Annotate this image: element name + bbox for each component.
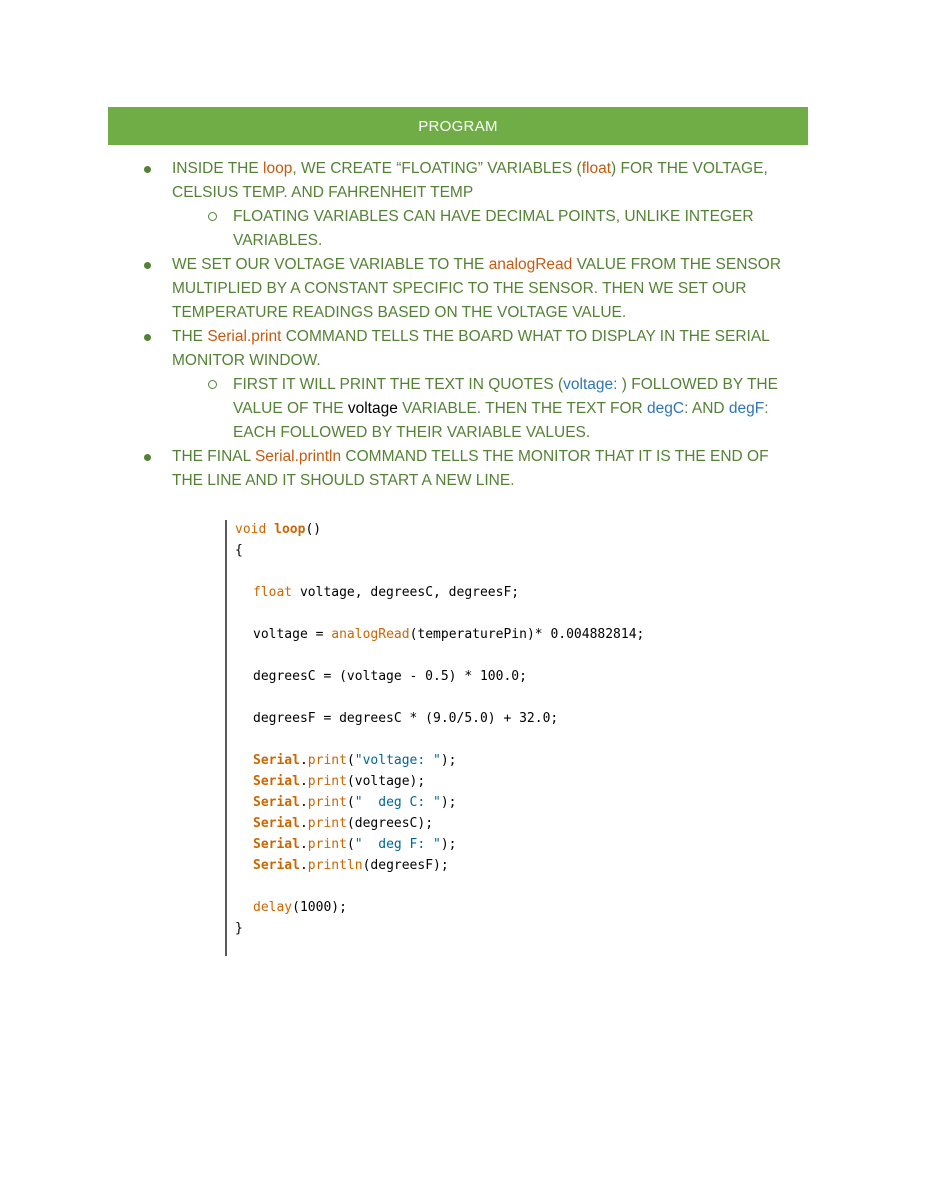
- code-token: Serial: [253, 753, 300, 768]
- code-token: .: [299, 795, 308, 810]
- code-line: [235, 522, 321, 537]
- code-token: print: [307, 774, 347, 789]
- keyword: loop: [263, 160, 293, 177]
- code-line: [253, 858, 449, 873]
- code-token: print: [307, 795, 347, 810]
- code-token: Serial: [253, 837, 300, 852]
- keyword: Serial.print: [207, 328, 282, 345]
- code-token: Serial: [253, 858, 300, 873]
- text: INSIDE THE: [172, 160, 264, 177]
- code-token: "voltage: ": [354, 753, 441, 768]
- code-token: Serial: [253, 774, 300, 789]
- bullet-item: [108, 253, 798, 325]
- code-token: print: [307, 816, 347, 831]
- code-line: [253, 795, 457, 810]
- code-token: (degreesC);: [346, 816, 434, 831]
- sub-bullet-item: [108, 373, 798, 445]
- code-token: );: [440, 837, 457, 852]
- code-token: (): [305, 522, 322, 537]
- code-token: Serial: [253, 816, 300, 831]
- keyword: Serial.println: [254, 448, 342, 465]
- bullet-dot-icon: [144, 334, 151, 341]
- code-token: (voltage);: [346, 774, 426, 789]
- keyword: degC: [647, 400, 685, 417]
- code-token: .: [299, 837, 308, 852]
- code-token: (1000);: [292, 900, 347, 915]
- banner-title: PROGRAM: [418, 117, 498, 135]
- code-line: [253, 774, 425, 789]
- code-token: (: [346, 753, 355, 768]
- code-token: .: [299, 774, 308, 789]
- code-token: float: [253, 585, 293, 600]
- text: THE FINAL: [172, 448, 255, 465]
- text: ) FOLLOWED BY THE VALUE OF THE: [233, 376, 778, 417]
- code-listing: [225, 520, 695, 956]
- code-token: );: [440, 795, 457, 810]
- code-line: [253, 585, 519, 600]
- bullet-item: [108, 325, 798, 373]
- text: ) FOR THE VOLTAGE, CELSIUS TEMP. AND FAHRENHEIT TEMP: [172, 160, 768, 201]
- text: THE: [172, 328, 208, 345]
- code-line: }: [235, 921, 243, 936]
- code-token: loop: [274, 522, 306, 537]
- code-token: .: [299, 858, 308, 873]
- keyword: degF: [728, 400, 765, 417]
- code-token: (degreesF);: [362, 858, 449, 873]
- code-line: {: [235, 543, 243, 558]
- code-token: );: [440, 753, 457, 768]
- text: WE SET OUR VOLTAGE VARIABLE TO THE: [172, 256, 489, 273]
- text: : AND: [684, 400, 729, 417]
- code-line: [253, 816, 433, 831]
- bullet-item: [108, 157, 798, 205]
- code-token: (: [346, 795, 355, 810]
- code-token: Serial: [253, 795, 300, 810]
- code-token: voltage, degreesC, degreesF;: [292, 585, 520, 600]
- code-token: voltage =: [253, 627, 332, 642]
- text: FLOATING VARIABLES CAN HAVE DECIMAL POINTS, UNLIKE INTEGER VARIABLES.: [233, 208, 754, 249]
- code-token: (: [346, 837, 355, 852]
- code-line: degreesF = degreesC * (9.0/5.0) + 32.0;: [253, 711, 559, 726]
- text: : EACH FOLLOWED BY THEIR VARIABLE VALUES.: [233, 400, 769, 441]
- code-line: [253, 753, 457, 768]
- code-token: println: [307, 858, 363, 873]
- keyword: float: [581, 160, 612, 177]
- program-banner: [108, 107, 808, 145]
- keyword: analogRead: [488, 256, 573, 273]
- bullet-item: [108, 445, 798, 493]
- text: COMMAND TELLS THE MONITOR THAT IT IS THE END OF THE LINE AND IT SHOULD START A NEW LINE.: [172, 448, 769, 489]
- text: VALUE FROM THE SENSOR MULTIPLIED BY A CONSTANT SPECIFIC TO THE SENSOR. THEN WE SET OUR TEMPERATURE READINGS BASED ON THE VOLTAGE VALUE.: [172, 256, 782, 321]
- code-token: .: [299, 753, 308, 768]
- text: VARIABLE. THEN THE TEXT FOR: [397, 400, 648, 417]
- bullet-dot-icon: [144, 262, 151, 269]
- bullet-dot-icon: [144, 166, 151, 173]
- code-token: [266, 522, 274, 537]
- code-line: [253, 837, 457, 852]
- code-line: [253, 627, 644, 642]
- code-token: " deg F: ": [354, 837, 441, 852]
- sub-bullet-item: [108, 205, 798, 253]
- code-token: void: [235, 522, 267, 537]
- code-line: degreesC = (voltage - 0.5) * 100.0;: [253, 669, 527, 684]
- notes-list: [108, 157, 798, 493]
- code-token: analogRead: [331, 627, 410, 642]
- keyword: voltage: [347, 400, 398, 417]
- code-token: " deg C: ": [354, 795, 441, 810]
- keyword: voltage:: [563, 376, 622, 393]
- code-token: (temperaturePin)* 0.004882814;: [409, 627, 645, 642]
- text: , WE CREATE “FLOATING” VARIABLES (: [292, 160, 582, 177]
- code-token: print: [307, 753, 347, 768]
- sub-bullet-ring-icon: [208, 212, 217, 221]
- text: COMMAND TELLS THE BOARD WHAT TO DISPLAY IN THE SERIAL MONITOR WINDOW.: [172, 328, 770, 369]
- code-token: delay: [253, 900, 293, 915]
- sub-bullet-ring-icon: [208, 380, 217, 389]
- code-token: .: [299, 816, 308, 831]
- bullet-dot-icon: [144, 454, 151, 461]
- code-line: [253, 900, 347, 915]
- code-token: print: [307, 837, 347, 852]
- text: FIRST IT WILL PRINT THE TEXT IN QUOTES (: [233, 376, 564, 393]
